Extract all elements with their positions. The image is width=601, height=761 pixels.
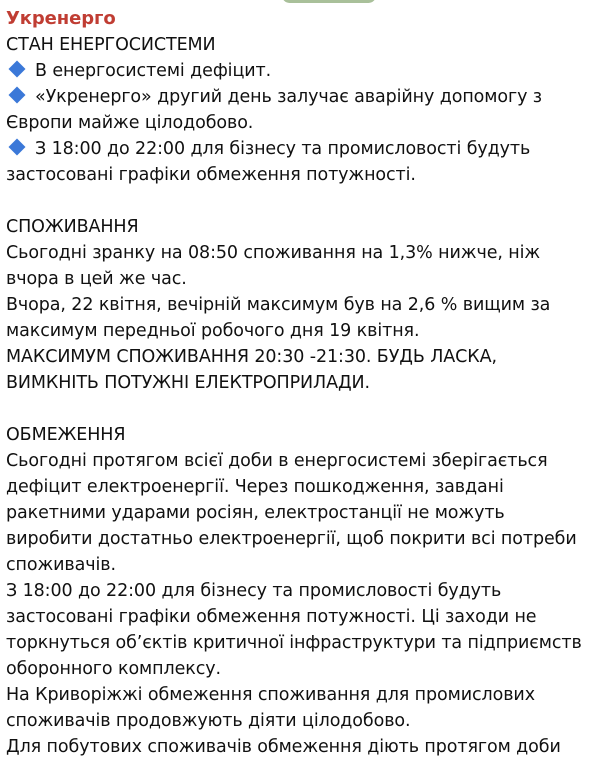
message-text-line: Сьогодні протягом всієї доби в енергосистемі зберігається [6,451,548,471]
message-text-line: оборонного комплексу. [6,659,221,679]
message-text-line: Сьогодні зранку на 08:50 споживання на 1,3% нижче, ніж [6,243,541,263]
blue-diamond-icon [9,87,26,104]
message-text-line: МАКСИМУМ СПОЖИВАННЯ 20:30 -21:30. БУДЬ ЛАСКА, [6,347,497,367]
bullet-item: В енергосистемі дефіцит. [6,58,596,84]
bullet-item: З 18:00 до 22:00 для бізнесу та промисловості будуть [6,136,596,162]
bullet-continuation: Європи майже цілодобово. [6,113,254,133]
message-text-line: На Криворіжжі обмеження споживання для промислових [6,685,535,705]
channel-message [6,6,596,760]
message-text-line: торкнуться об’єктів критичної інфраструктури та підприємств [6,633,582,653]
section-heading: СТАН ЕНЕРГОСИСТЕМИ [6,35,216,55]
message-text-line: виробити достатньо електроенергії, щоб покрити всі потреби [6,529,577,549]
message-text-line: споживачів продовжують діяти цілодобово. [6,711,411,731]
message-text-line: вчора в цей же час. [6,269,187,289]
message-text-line: ракетними ударами росіян, електростанції не можуть [6,503,505,523]
sender-name[interactable]: Укренерго [6,8,116,29]
message-text-line: З 18:00 до 22:00 для бізнесу та промисловості будуть [6,581,502,601]
message-text-line: Для побутових споживачів обмеження діють протягом доби [6,737,561,757]
blue-diamond-icon [9,139,26,156]
bullet-item: «Укренерго» другий день залучає аварійну допомогу з [6,84,596,110]
message-text-line: Вчора, 22 квітня, вечірній максимум був на 2,6 % вищим за [6,295,551,315]
bullet-continuation: застосовані графіки обмеження потужності. [6,165,416,185]
message-text-line: максимум передньої робочого дня 19 квітня. [6,321,420,341]
section-heading: ОБМЕЖЕННЯ [6,425,126,445]
message-text-line: дефіцит електроенергії. Через пошкодження, завдані [6,477,504,497]
message-text-line: споживачів. [6,555,116,575]
message-text-line: застосовані графіки обмеження потужності. Ці заходи не [6,607,537,627]
message-text-line: ВИМКНІТЬ ПОТУЖНІ ЕЛЕКТРОПРИЛАДИ. [6,373,370,393]
blue-diamond-icon [9,61,26,78]
section-heading: СПОЖИВАННЯ [6,217,139,237]
date-badge [282,0,376,3]
